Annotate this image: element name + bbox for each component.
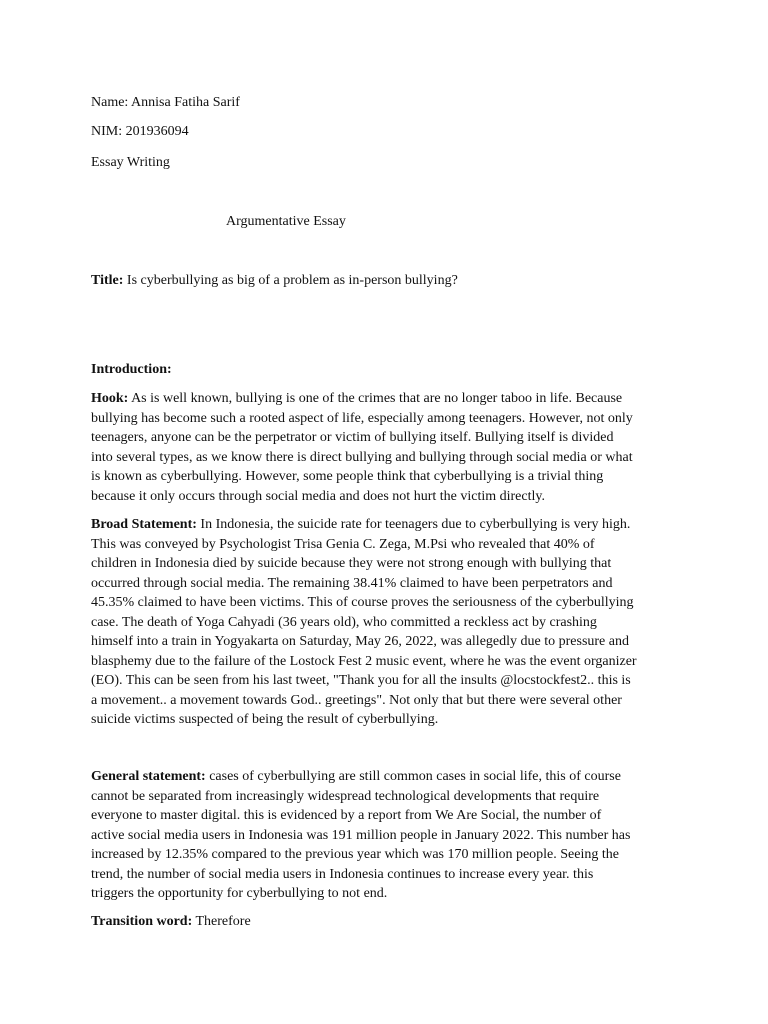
- transition-word: [91, 912, 251, 932]
- hook-paragraph: [91, 389, 691, 506]
- hook-line: because it only occurs through social media and does not hurt the victim directly.: [91, 488, 545, 504]
- broad-statement-line: children in Indonesia died by suicide because they were not strong enough with bullying that: [91, 556, 612, 571]
- general-statement-line: triggers the opportunity for cyberbullying to not end.: [91, 886, 388, 901]
- general-statement-line: increased by 12.35% compared to the previous year which was 170 million people. Seeing the: [91, 847, 619, 862]
- general-statement-paragraph: [91, 767, 691, 904]
- essay-title: [91, 271, 458, 291]
- general-statement-line: cannot be separated from increasingly widespread technological developments that require: [91, 788, 600, 804]
- course-name: Essay Writing: [91, 155, 170, 170]
- general-statement-line: everyone to master digital. this is evidenced by a report from We Are Social, the number of: [91, 808, 602, 823]
- broad-statement-line: suicide victims suspected of being the result of cyberbullying.: [91, 712, 439, 727]
- broad-statement-label: Broad Statement:: [91, 517, 197, 532]
- general-statement-line-text: cases of cyberbullying are still common cases in social life, this of course: [205, 769, 621, 784]
- general-statement-line: trend, the number of social media users in Indonesia continues to increase every year. this: [91, 866, 594, 882]
- hook-line: [91, 389, 691, 409]
- hook-label: Hook:: [91, 391, 129, 406]
- hook-line: bullying has become such a rooted aspect of life, especially among teenagers. However, not only: [91, 410, 633, 426]
- broad-statement-line: This was conveyed by Psychologist Trisa Genia C. Zega, M.Psi who revealed that 40% of: [91, 536, 595, 552]
- general-statement-line: active social media users in Indonesia was 191 million people in January 2022. This number has: [91, 827, 631, 843]
- broad-statement-line: case. The death of Yoga Cahyadi (36 years old), who committed a reckless act by crashing: [91, 614, 597, 630]
- hook-line: teenagers, anyone can be the perpetrator or victim of bullying itself. Bullying itself is divided: [91, 430, 614, 445]
- transition-label: Transition word:: [91, 914, 193, 929]
- broad-statement-line: [91, 515, 691, 535]
- broad-statement-line: himself into a train in Yogyakarta on Saturday, May 26, 2022, was allegedly due to pressure and: [91, 634, 629, 649]
- hook-line-text: As is well known, bullying is one of the crimes that are no longer taboo in life. Because: [128, 391, 623, 406]
- general-statement-label: General statement:: [91, 769, 206, 784]
- broad-statement-paragraph: [91, 515, 691, 730]
- broad-statement-line: (EO). This can be seen from his last tweet, "Thank you for all the insults @locstockfest2.. this is: [91, 673, 631, 688]
- hook-line: into several types, as we know there is direct bullying and bullying through social media or what: [91, 449, 633, 465]
- broad-statement-line-text: In Indonesia, the suicide rate for teenagers due to cyberbullying is very high.: [196, 517, 631, 532]
- broad-statement-line: occurred through social media. The remaining 38.41% claimed to have been perpetrators and: [91, 575, 613, 591]
- student-name: Name: Annisa Fatiha Sarif: [91, 95, 240, 110]
- student-nim: NIM: 201936094: [91, 124, 189, 139]
- essay-title-label: Title:: [91, 273, 124, 288]
- broad-statement-line: a movement.. a movement towards God.. greetings". Not only that but there were several other: [91, 692, 622, 708]
- hook-line: is known as cyberbullying. However, some people think that cyberbullying is a trivial thing: [91, 469, 604, 484]
- introduction-heading-text: Introduction:: [91, 362, 172, 377]
- essay-title-text: Is cyberbullying as big of a problem as in-person bullying?: [123, 273, 458, 288]
- essay-type-heading: Argumentative Essay: [226, 214, 346, 229]
- transition-text: Therefore: [192, 914, 251, 929]
- general-statement-line: [91, 767, 691, 787]
- introduction-heading: [91, 360, 172, 380]
- broad-statement-line: 45.35% claimed to have been victims. This of course proves the seriousness of the cyberbullying: [91, 595, 634, 610]
- broad-statement-line: blasphemy due to the failure of the Lostock Fest 2 music event, where he was the event organizer: [91, 653, 637, 669]
